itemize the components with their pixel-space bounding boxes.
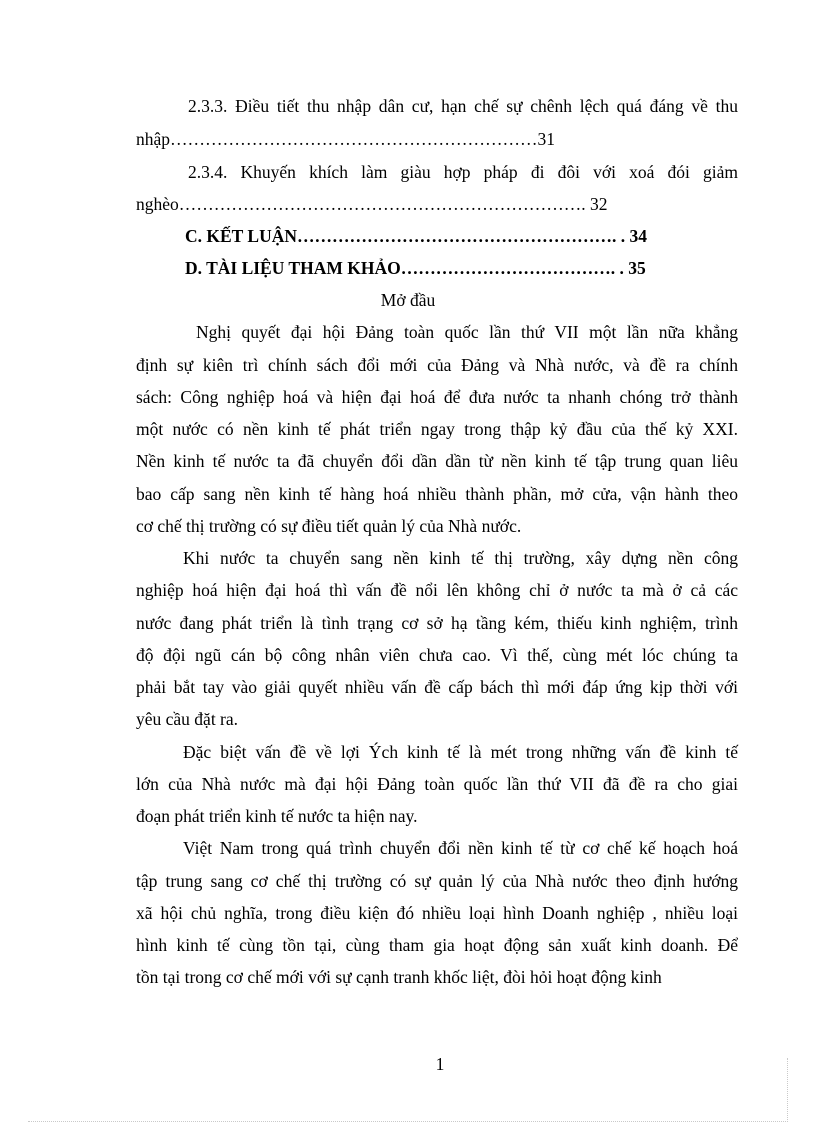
paragraph-line: yêu cầu đặt ra.	[136, 709, 239, 729]
paragraph-line: độ đội ngũ cán bộ công nhân viên chưa cao. Vì thế, cùng mét lóc chúng ta	[136, 645, 738, 665]
paragraph-line: tồn tại trong cơ chế mới với sự cạnh tranh khốc liệt, đòi hỏi hoạt động kinh	[136, 967, 662, 987]
paragraph-line: lớn của Nhà nước mà đại hội Đảng toàn quốc lần thứ VII đã đề ra cho giai	[136, 774, 738, 794]
paragraph-line: Nền kinh tế nước ta đã chuyển đổi dần dần từ nền kinh tế tập trung quan liêu	[136, 451, 738, 471]
toc-entry-2-3-3: 2.3.3. Điều tiết thu nhập dân cư, hạn chế sự chênh lệch quá đáng về thu	[188, 96, 738, 116]
page-number: 1	[435, 1054, 445, 1074]
paragraph-line: định sự kiên trì chính sách đổi mới của Đảng và Nhà nước, và đề ra chính	[136, 355, 738, 375]
paragraph-line: sách: Công nghiệp hoá và hiện đại hoá để đưa nước ta nhanh chóng trở thành	[136, 387, 738, 407]
paragraph-line: xã hội chủ nghĩa, trong điều kiện đó nhiều loại hình Doanh nghiệp , nhiều loại	[136, 903, 738, 923]
toc-entry-conclusion: C. KẾT LUẬN………………………………………………. . 34	[185, 226, 647, 246]
toc-entry-references: D. TÀI LIỆU THAM KHẢO………………………………. . 35	[185, 258, 646, 278]
page-right-border	[787, 1058, 788, 1122]
paragraph-line: nghiệp hoá hiện đại hoá thì vấn đề nổi lên không chỉ ở nước ta mà ở cả các	[136, 580, 738, 600]
paragraph-line: hình kinh tế cùng tồn tại, cùng tham gia hoạt động sản xuất kinh doanh. Để	[136, 935, 738, 955]
paragraph-line: một nước có nền kinh tế phát triển ngay trong thập kỷ đầu của thế kỷ XXI.	[136, 419, 738, 439]
paragraph-line: phải bắt tay vào giải quyết nhiều vấn đề cấp bách thì mới đáp ứng kịp thời với	[136, 677, 738, 697]
paragraph-line: tập trung sang cơ chế thị trường có sự quản lý của Nhà nước theo định hướng	[136, 871, 738, 891]
paragraph-line: đoạn phát triển kinh tế nước ta hiện nay.	[136, 806, 418, 826]
paragraph-line: bao cấp sang nền kinh tế hàng hoá nhiều thành phần, mở cửa, vận hành theo	[136, 484, 738, 504]
toc-entry-2-3-4-page: nghèo……………………………………………………………. 32	[136, 194, 608, 214]
paragraph-line: Việt Nam trong quá trình chuyển đổi nền kinh tế từ cơ chế kế hoạch hoá	[183, 838, 738, 858]
intro-heading: Mở đầu	[380, 290, 436, 310]
paragraph-line: Nghị quyết đại hội Đảng toàn quốc lần thứ VII một lần nữa khẳng	[196, 322, 738, 342]
paragraph-line: Khi nước ta chuyển sang nền kinh tế thị trường, xây dựng nền công	[183, 548, 738, 568]
paragraph-line: Đặc biệt vấn đề về lợi Ých kinh tế là mét trong những vấn đề kinh tế	[183, 742, 738, 762]
paragraph-line: cơ chế thị trường có sự điều tiết quản lý của Nhà nước.	[136, 516, 522, 536]
page-bottom-border	[28, 1121, 788, 1122]
toc-entry-2-3-3-page: nhập………………………………………………………31	[136, 129, 556, 149]
toc-entry-2-3-4: 2.3.4. Khuyến khích làm giàu hợp pháp đi đôi với xoá đói giảm	[188, 162, 738, 182]
paragraph-line: nước đang phát triển là tình trạng cơ sở hạ tầng kém, thiếu kinh nghiệm, trình	[136, 613, 738, 633]
